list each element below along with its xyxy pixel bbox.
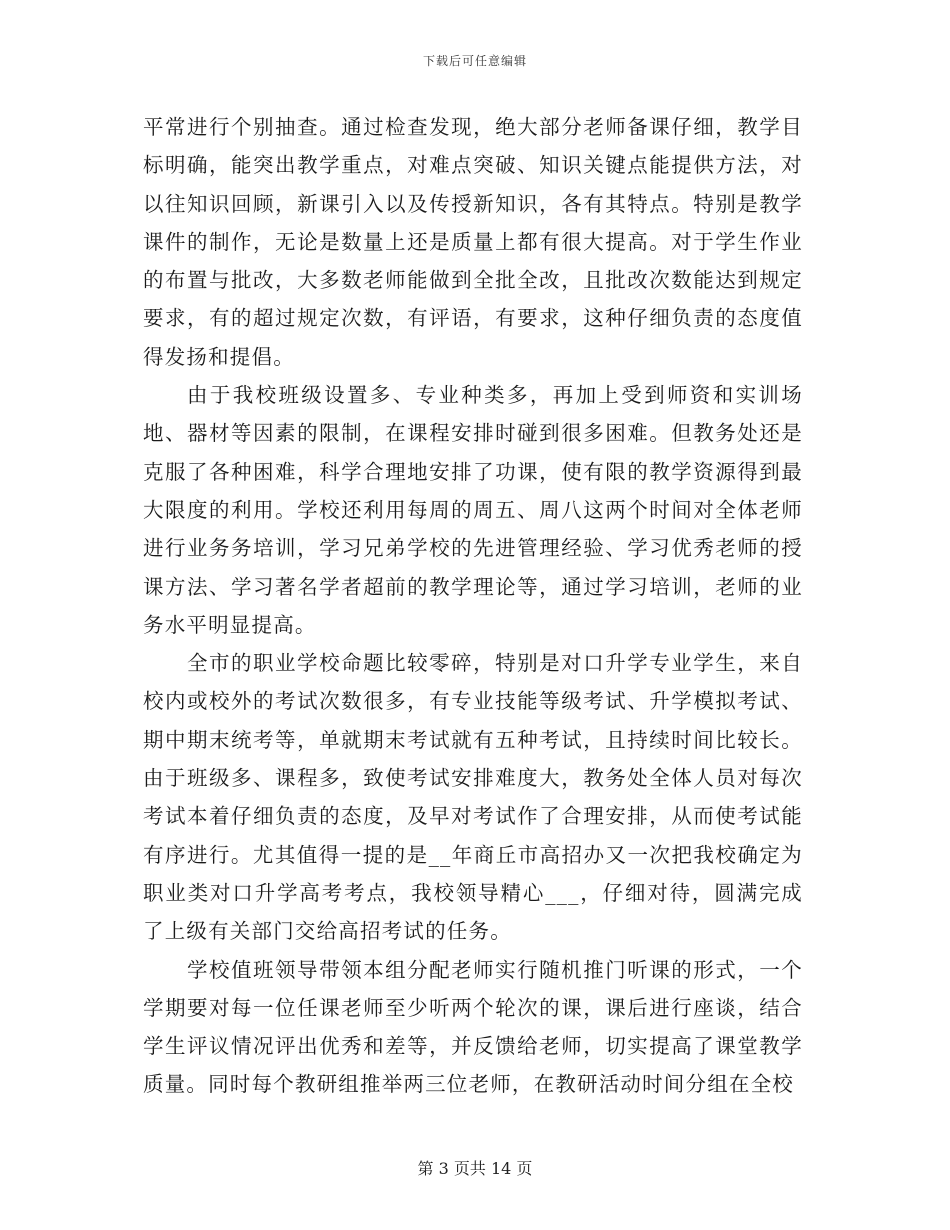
page-number: 第 3 页共 14 页: [417, 1159, 533, 1178]
paragraph-1: 平常进行个别抽查。通过检查发现，绝大部分老师备课仔细，教学目标明确，能突出教学重点，对难点突破、知识关键点能提供方法，对以往知识回顾，新课引入以及传授新知识，各有其特点。特别是教学课件的制作，无论是数量上还是质量上都有很大提高。对于学生作业的布置与批改，大多数老师能做到全批全改，且批改次数能达到规定要求，有的超过规定次数，有评语，有要求，这种仔细负责的态度值得发扬和提倡。: [143, 115, 803, 369]
page-header: 下载后可任意编辑: [422, 54, 527, 68]
paragraph-2: 由于我校班级设置多、专业种类多，再加上受到师资和实训场地、器材等因素的限制，在课程安排时碰到很多困难。但教务处还是克服了各种困难，科学合理地安排了功课，使有限的教学资源得到最大限度的利用。学校还利用每周的周五、周八这两个时间对全体老师进行业务务培训，学习兄弟学校的先进管理经验、学习优秀老师的授课方法、学习著名学者超前的教学理论等，通过学习培训，老师的业务水平明显提高。: [143, 383, 803, 637]
document-body: [143, 108, 803, 1104]
paragraph-3: 全市的职业学校命题比较零碎，特别是对口升学专业学生，来自校内或校外的考试次数很多，有专业技能等级考试、升学模拟考试、期中期末统考等，单就期末考试就有五种考试，且持续时间比较长。由于班级多、课程多，致使考试安排难度大，教务处全体人员对每次考试本着仔细负责的态度，及早对考试作了合理安排，从而使考试能有序进行。尤其值得一提的是__年商丘市高招办又一次把我校确定为职业类对口升学高考考点，我校领导精心___，仔细对待，圆满完成了上级有关部门交给高招考试的任务。: [143, 651, 803, 944]
paragraph-4: 学校值班领导带领本组分配老师实行随机推门听课的形式，一个学期要对每一位任课老师至少听两个轮次的课，课后进行座谈，结合学生评议情况评出优秀和差等，并反馈给老师，切实提高了课堂教学质量。同时每个教研组推举两三位老师，在教研活动时间分组在全校: [143, 957, 803, 1097]
